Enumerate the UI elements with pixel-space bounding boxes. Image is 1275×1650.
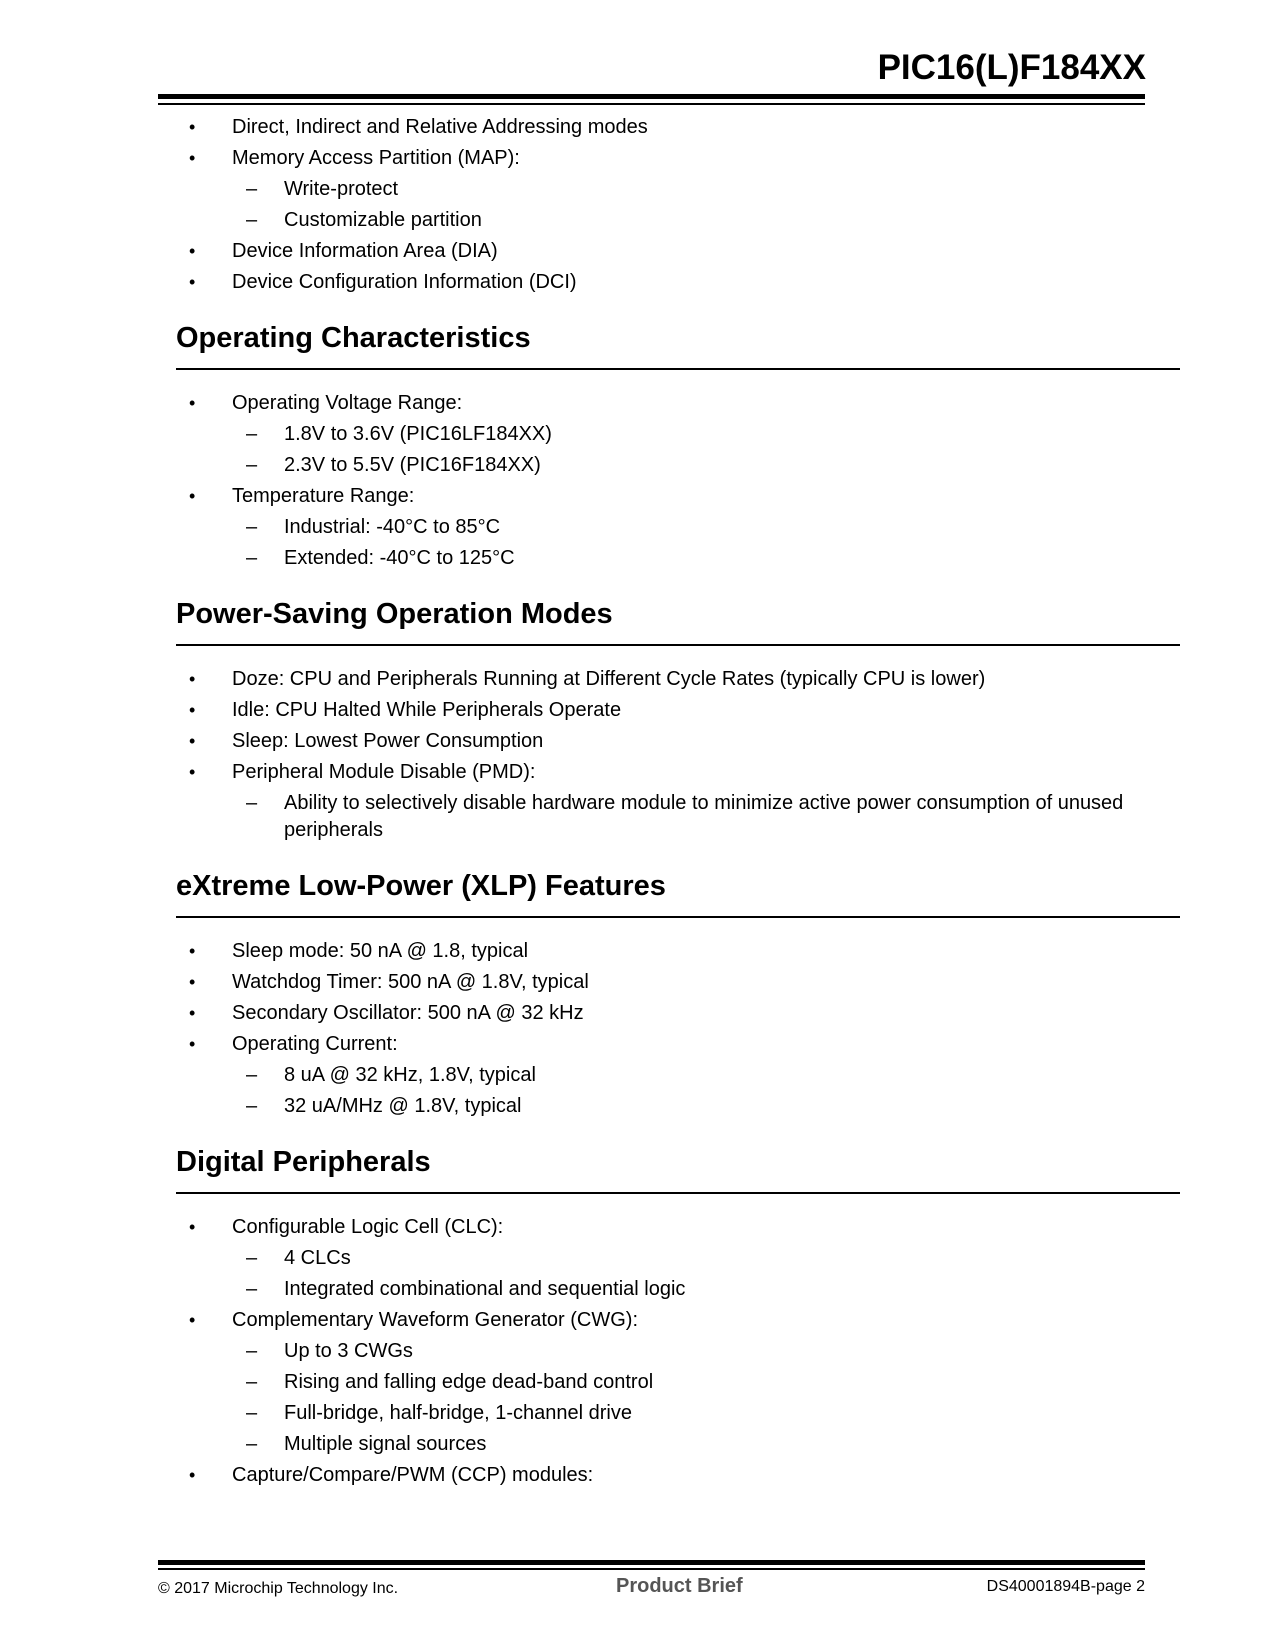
bullet-icon: • <box>189 731 196 751</box>
item-text: Peripheral Module Disable (PMD): <box>232 761 536 783</box>
bullet-icon: • <box>189 972 196 992</box>
dash-icon: – <box>246 1340 258 1362</box>
item-text: Operating Voltage Range: <box>232 392 463 414</box>
bullet-icon: • <box>189 117 196 137</box>
item-text: Direct, Indirect and Relative Addressing modes <box>232 116 648 138</box>
item-text: Customizable partition <box>284 209 482 231</box>
dash-icon: – <box>246 178 258 200</box>
item-text: Sleep: Lowest Power Consumption <box>232 730 544 752</box>
dash-icon: – <box>246 454 258 476</box>
item-text: 1.8V to 3.6V (PIC16LF184XX) <box>284 423 552 445</box>
section-heading-power: Power-Saving Operation Modes <box>176 598 613 630</box>
bullet-icon: • <box>189 486 196 506</box>
dash-icon: – <box>246 516 258 538</box>
item-text: Multiple signal sources <box>284 1433 487 1455</box>
bullet-icon: • <box>189 669 196 689</box>
item-text: Full-bridge, half-bridge, 1-channel drive <box>284 1402 632 1424</box>
item-text: Device Information Area (DIA) <box>232 240 498 262</box>
dash-icon: – <box>246 1095 258 1117</box>
dash-icon: – <box>246 1433 258 1455</box>
bullet-icon: • <box>189 1465 196 1485</box>
page-number: DS40001894B-page 2 <box>986 1578 1145 1595</box>
bullet-icon: • <box>189 148 196 168</box>
item-text: Doze: CPU and Peripherals Running at Different Cycle Rates (typically CPU is lower) <box>232 668 986 690</box>
copyright: © 2017 Microchip Technology Inc. <box>158 1580 399 1597</box>
item-text: Integrated combinational and sequential logic <box>284 1278 686 1300</box>
bullet-icon: • <box>189 241 196 261</box>
dash-icon: – <box>246 209 258 231</box>
item-text: Write-protect <box>284 178 399 200</box>
item-text: Temperature Range: <box>232 485 415 507</box>
item-text: 32 uA/MHz @ 1.8V, typical <box>284 1095 522 1117</box>
section-heading-digital: Digital Peripherals <box>176 1146 431 1178</box>
section-heading-operating: Operating Characteristics <box>176 322 531 354</box>
footer-rule-thin <box>158 1568 1145 1570</box>
bullet-icon: • <box>189 762 196 782</box>
bullet-icon: • <box>189 393 196 413</box>
section-heading-xlp: eXtreme Low-Power (XLP) Features <box>176 870 666 902</box>
item-text: peripherals <box>284 819 383 841</box>
bullet-icon: • <box>189 1034 196 1054</box>
item-text: Memory Access Partition (MAP): <box>232 147 520 169</box>
section-rule <box>176 644 1180 646</box>
dash-icon: – <box>246 1371 258 1393</box>
item-text: 2.3V to 5.5V (PIC16F184XX) <box>284 454 541 476</box>
section-rule <box>176 368 1180 370</box>
item-text: Capture/Compare/PWM (CCP) modules: <box>232 1464 594 1486</box>
item-text: Secondary Oscillator: 500 nA @ 32 kHz <box>232 1002 584 1024</box>
item-text: Watchdog Timer: 500 nA @ 1.8V, typical <box>232 971 589 993</box>
item-text: Sleep mode: 50 nA @ 1.8, typical <box>232 940 529 962</box>
item-text: Rising and falling edge dead-band control <box>284 1371 654 1393</box>
bullet-icon: • <box>189 1217 196 1237</box>
document-title: PIC16(L)F184XX <box>877 48 1146 87</box>
item-text: Extended: -40°C to 125°C <box>284 547 515 569</box>
item-text: 4 CLCs <box>284 1247 351 1269</box>
dash-icon: – <box>246 1247 258 1269</box>
dash-icon: – <box>246 1064 258 1086</box>
section-rule <box>176 916 1180 918</box>
item-text: Industrial: -40°C to 85°C <box>284 516 501 538</box>
bullet-icon: • <box>189 700 196 720</box>
item-text: Device Configuration Information (DCI) <box>232 271 577 293</box>
bullet-icon: • <box>189 941 196 961</box>
dash-icon: – <box>246 792 258 814</box>
item-text: Complementary Waveform Generator (CWG): <box>232 1309 639 1331</box>
document-type-label: Product Brief <box>616 1575 743 1597</box>
item-text: 8 uA @ 32 kHz, 1.8V, typical <box>284 1064 536 1086</box>
item-text: Up to 3 CWGs <box>284 1340 413 1362</box>
item-text: Ability to selectively disable hardware module to minimize active power consumption of unused <box>284 792 1124 814</box>
item-text: Operating Current: <box>232 1033 398 1055</box>
footer-rule-thick <box>158 1560 1145 1565</box>
dash-icon: – <box>246 1402 258 1424</box>
dash-icon: – <box>246 423 258 445</box>
bullet-icon: • <box>189 272 196 292</box>
item-text: Configurable Logic Cell (CLC): <box>232 1216 504 1238</box>
bullet-icon: • <box>189 1003 196 1023</box>
dash-icon: – <box>246 1278 258 1300</box>
item-text: Idle: CPU Halted While Peripherals Operate <box>232 699 622 721</box>
bullet-icon: • <box>189 1310 196 1330</box>
section-rule <box>176 1192 1180 1194</box>
dash-icon: – <box>246 547 258 569</box>
header-rule-thick <box>158 94 1145 99</box>
header-rule-thin <box>158 103 1145 105</box>
